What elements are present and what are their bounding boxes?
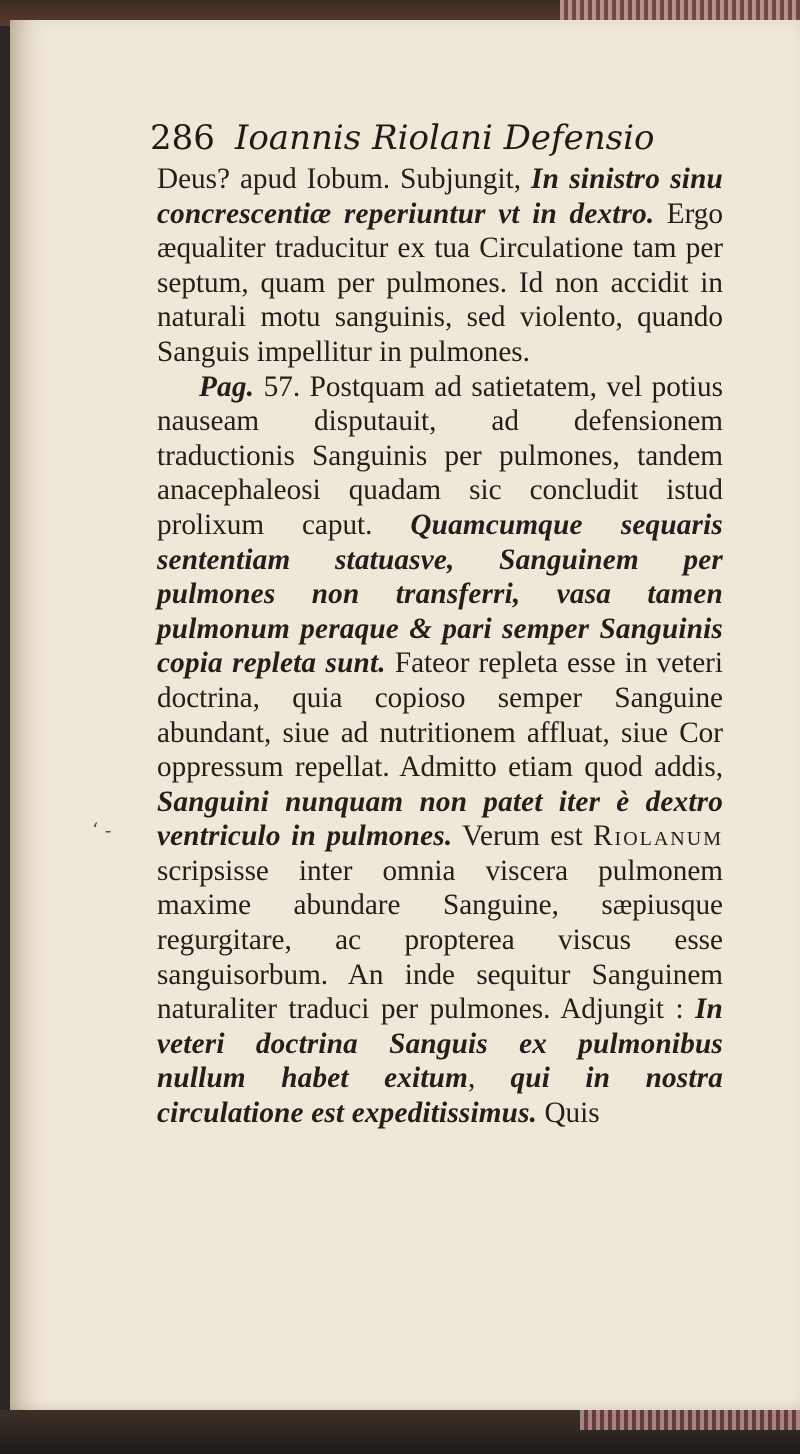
italic-text: Sanguini nunquam non patet iter è dextro ventriculo in pulmones. [157,785,723,853]
text-run: Verum est [452,820,594,853]
text-run: scripsisse inter omnia viscera pulmonem maxime abundare Sanguine, sæpiusque regurgitare, ac propterea viscus esse sanguisorbum. An inde sequitur Sanguinem naturaliter traduci per pulmones. Adjungit : [157,854,723,1026]
body-text [157,162,723,1131]
tailband [580,1410,800,1430]
text-run: Quis [537,1097,600,1130]
text-run: Deus? apud Iobum. Subjungit, [157,163,532,195]
italic-text: qui in nostra circulatione est expeditissimus. [157,1062,724,1130]
text-run: Fateor repleta esse in veteri doctrina, quia copioso semper Sanguine abundant, siue ad nutritionem affluat, siue Cor oppressum repellat. Admitto etiam quod addis, [157,647,724,784]
paragraph [157,162,723,370]
small-caps-text: Riolanum [593,820,723,853]
running-title: Ioannis Riolani Defensio [234,118,655,158]
margin-note: ‘ - [92,818,112,842]
text-run: , [468,1062,511,1095]
book-cover-bottom [0,1410,800,1454]
paragraph [157,370,723,1131]
italic-text: Pag. [199,370,255,403]
page-number: 286 [150,118,215,158]
text-run: Ergo æqualiter traducitur ex tua Circulatione tam per septum, quam per pulmones. Id non accidit in naturali motu sanguinis, sed violento, quando Sanguis impellitur in pulmones. [157,197,723,368]
italic-text: Quamcumque sequaris sententiam statuasve, Sanguinem per pulmones non transferri, vasa tamen pulmonum peraque & pari semper Sanguinis copia repleta sunt. [157,508,723,680]
italic-text: In veteri doctrina Sanguis ex pulmonibus nullum habet exitum [157,993,723,1095]
text-run: 57. Postquam ad satietatem, vel potius nauseam disputauit, ad defensionem traductionis Sanguinis per pulmones, tandem anacephaleosi quadam sic concludit istud prolixum caput. [157,370,723,541]
italic-text: In sinistro sinu concrescentiæ reperiuntur vt in dextro. [157,163,723,230]
